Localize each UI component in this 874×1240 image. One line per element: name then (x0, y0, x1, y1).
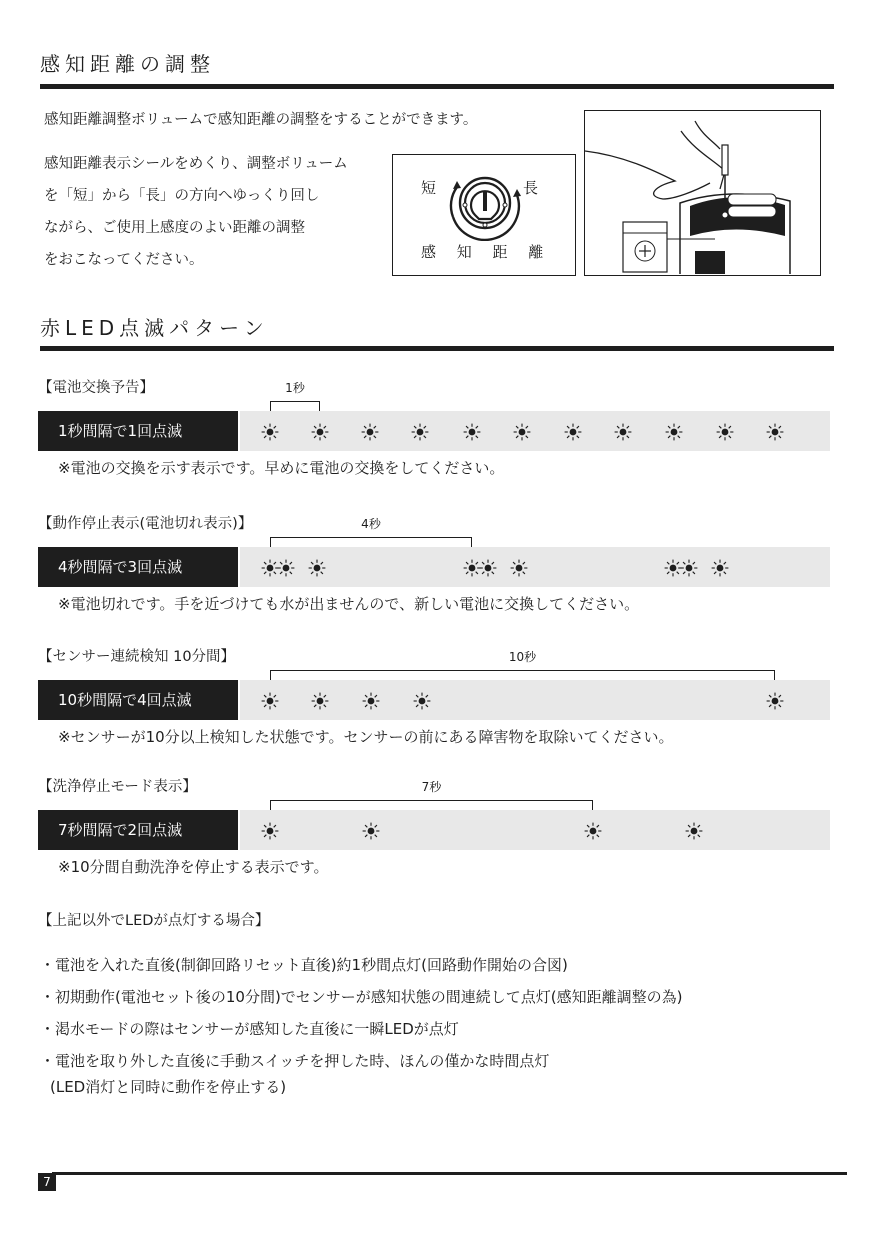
led-blink-icon (478, 558, 498, 578)
led-blink-icon (361, 821, 381, 841)
led-blink-icon (710, 558, 730, 578)
section-rule (40, 84, 834, 89)
led-blink-icon (310, 422, 330, 442)
led-blink-icon (679, 558, 699, 578)
other-case-item: ・電池を入れた直後(制御回路リセット直後)約1秒間点灯(回路動作開始の合図) (40, 956, 568, 974)
footer-rule (52, 1172, 847, 1175)
pattern-heading: 【電池交換予告】 (38, 380, 154, 396)
other-case-continuation: (LED消灯と同時に動作を停止する) (50, 1078, 287, 1096)
interval-label: 4秒 (361, 517, 381, 531)
short-label: 短 (421, 179, 437, 197)
led-blink-icon (765, 691, 785, 711)
dial-caption: 感 知 距 離 (421, 243, 552, 261)
other-case-item: ・電池を取り外した直後に手動スイッチを押した時、ほんの僅かな時間点灯 (40, 1052, 550, 1070)
led-blink-icon (563, 422, 583, 442)
pattern-heading: 【洗浄停止モード表示】 (38, 779, 197, 795)
instruction-line: をおこなってください。 (44, 252, 204, 268)
interval-bracket (270, 670, 775, 680)
section-title-sensing-distance: 感知距離の調整 (40, 52, 215, 76)
pattern-note: ※10分間自動洗浄を停止する表示です。 (58, 858, 329, 876)
section-rule (40, 346, 834, 351)
led-blink-icon (512, 422, 532, 442)
led-blink-icon (613, 422, 633, 442)
pattern-heading: 【動作停止表示(電池切れ表示)】 (38, 516, 253, 532)
led-blink-icon (276, 558, 296, 578)
led-blink-icon (360, 422, 380, 442)
interval-bracket (270, 401, 320, 411)
screwdriver-adjustment-illustration-icon (585, 111, 819, 274)
led-blink-icon (509, 558, 529, 578)
blink-pattern-label: 7秒間隔で2回点滅 (38, 810, 238, 850)
instruction-line: を「短」から「長」の方向へゆっくり回し (44, 188, 320, 204)
interval-label: 10秒 (508, 650, 537, 664)
instruction-line: ながら、ご使用上感度のよい距離の調整 (44, 220, 305, 236)
other-case-item: ・初期動作(電池セット後の10分間)でセンサーが感知状態の間連続して点灯(感知距離調整の為) (40, 988, 683, 1006)
led-blink-icon (260, 821, 280, 841)
page-number: 7 (38, 1173, 56, 1191)
led-blink-icon (361, 691, 381, 711)
led-blink-icon (462, 422, 482, 442)
pattern-note: ※電池の交換を示す表示です。早めに電池の交換をしてください。 (58, 459, 505, 477)
adjustment-dial-icon (445, 165, 525, 241)
interval-label: 1秒 (285, 381, 305, 395)
blink-pattern-label: 4秒間隔で3回点滅 (38, 547, 238, 587)
pattern-note: ※センサーが10分以上検知した状態です。センサーの前にある障害物を取除いてください。 (58, 728, 674, 746)
led-blink-icon (715, 422, 735, 442)
sensing-intro-text: 感知距離調整ボリュームで感知距離の調整をすることができます。 (44, 112, 478, 128)
instruction-line: 感知距離表示シールをめくり、調整ボリューム (44, 156, 348, 172)
pattern-heading: 【センサー連続検知 10分間】 (38, 649, 236, 665)
led-blink-icon (410, 422, 430, 442)
led-blink-icon (664, 422, 684, 442)
led-blink-icon (260, 422, 280, 442)
led-blink-icon (684, 821, 704, 841)
other-cases-list (40, 954, 683, 1097)
sensing-instructions (44, 148, 348, 276)
blink-timeline-bar (240, 810, 830, 850)
led-blink-icon (260, 691, 280, 711)
adjustment-illustration (584, 110, 821, 276)
other-cases-heading: 【上記以外でLEDが点灯する場合】 (38, 913, 270, 929)
blink-pattern-label: 1秒間隔で1回点滅 (38, 411, 238, 451)
blink-timeline-bar (240, 547, 830, 587)
led-blink-icon (307, 558, 327, 578)
pattern-note: ※電池切れです。手を近づけても水が出ませんので、新しい電池に交換してください。 (58, 595, 640, 613)
interval-bracket (270, 800, 593, 810)
dial-diagram (392, 154, 576, 276)
blink-pattern-label: 10秒間隔で4回点滅 (38, 680, 238, 720)
long-label: 長 (523, 179, 539, 197)
interval-bracket (270, 537, 472, 547)
interval-label: 7秒 (421, 780, 442, 794)
section-title-led-patterns: 赤LED点滅パターン (40, 316, 269, 340)
other-case-item: ・渇水モードの際はセンサーが感知した直後に一瞬LEDが点灯 (40, 1020, 459, 1038)
led-blink-icon (765, 422, 785, 442)
led-blink-icon (583, 821, 603, 841)
led-blink-icon (310, 691, 330, 711)
led-blink-icon (412, 691, 432, 711)
